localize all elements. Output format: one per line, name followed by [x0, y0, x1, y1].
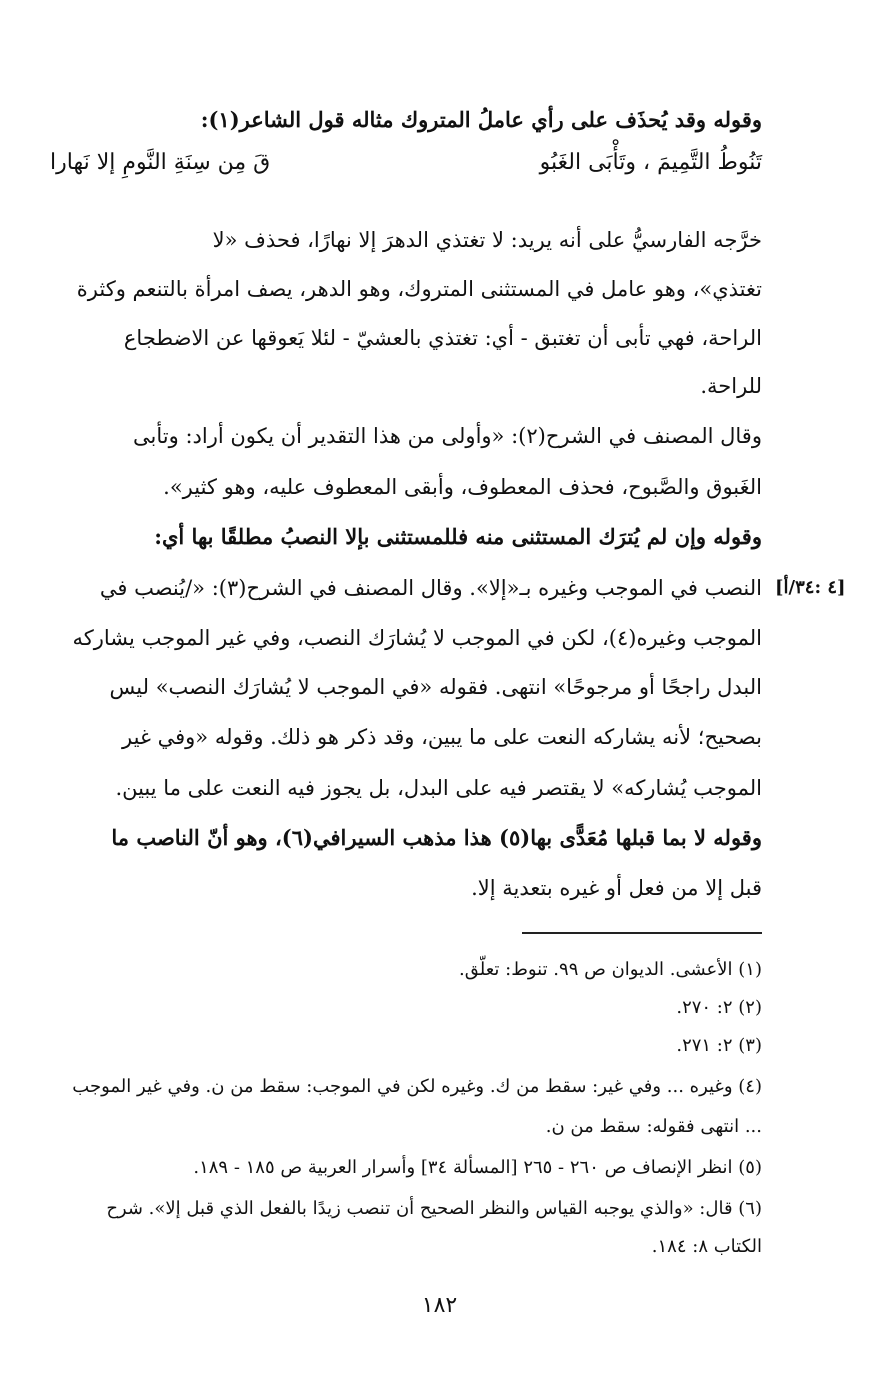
- footnote: (١) الأعشى. الديوان ص ٩٩. تنوط: تعلّق.: [459, 959, 762, 980]
- footnote: (٦) قال: «والذي يوجبه القياس والنظر الصحيح أن تنصب زيدًا بالفعل الذي قبل إلا». شرح: [106, 1198, 762, 1219]
- footnote: (٣) ٢: ٢٧١.: [676, 1035, 762, 1056]
- footnote-separator: [522, 932, 762, 934]
- paragraph-line: وقال المصنف في الشرح(٢): «وأولى من هذا التقدير أن يكون أراد: وتأبى: [133, 424, 762, 448]
- verse-first-hemistich: تَنُوطُ التَّمِيمَ ، وتَأْبَى الغَبُو: [539, 150, 762, 175]
- paragraph-line: البدل راجحًا أو مرجوحًا» انتهى. فقوله «في الموجب لا يُشارَك النصب» ليس: [109, 675, 762, 699]
- footnote: (٥) انظر الإنصاف ص ٢٦٠ - ٢٦٥ [المسألة ٣٤] وأسرار العربية ص ١٨٥ - ١٨٩.: [193, 1157, 762, 1178]
- paragraph-line: خرَّجه الفارسيُّ على أنه يريد: لا تغتذي الدهرَ إلا نهارًا، فحذف «لا: [212, 228, 762, 252]
- footnote: (٢) ٢: ٢٧٠.: [676, 997, 762, 1018]
- paragraph-line: الموجب يُشاركه» لا يقتصر فيه على البدل، بل يجوز فيه النعت على ما يبين.: [115, 776, 762, 800]
- manuscript-folio-reference: [٤ :٣٤/أ]: [775, 577, 846, 598]
- page-number: ١٨٢: [421, 1293, 458, 1318]
- paragraph-line: للراحة.: [700, 374, 762, 398]
- paragraph-line: وقوله لا بما قبلها مُعَدًّى بها(٥) هذا مذهب السيرافي(٦)، وهو أنّ الناصب ما: [111, 825, 762, 850]
- paragraph-line: الراحة، فهي تأبى أن تغتبق - أي: تغتذي بالعشيّ - لئلا يَعوقها عن الاضطجاع: [123, 326, 762, 350]
- footnote-continuation: الكتاب ٨: ١٨٤.: [651, 1236, 762, 1257]
- paragraph-line: الغَبوق والصَّبوح، فحذف المعطوف، وأبقى المعطوف عليه، وهو كثير».: [163, 475, 762, 499]
- intro-line: وقوله وقد يُحذَف على رأي عاملُ المتروك مثاله قول الشاعر(١):: [200, 107, 762, 132]
- paragraph-line: وقوله وإن لم يُترَك المستثنى منه فللمستثنى بإلا النصبُ مطلقًا بها أي:: [154, 524, 762, 549]
- verse-second-hemistich: قَ مِن سِنَةِ النَّومِ إلا نَهارا: [50, 150, 271, 175]
- footnote: (٤) وغيره ... وفي غير: سقط من ك. وغيره لكن في الموجب: سقط من ن. وفي غير الموجب: [72, 1076, 762, 1097]
- footnote-continuation: ... انتهى فقوله: سقط من ن.: [545, 1116, 762, 1137]
- paragraph-line: الموجب وغيره(٤)، لكن في الموجب لا يُشارَك النصب، وفي غير الموجب يشاركه: [72, 626, 762, 650]
- poetry-verse: [50, 150, 762, 190]
- paragraph-line: تغتذي»، وهو عامل في المستثنى المتروك، وهو الدهر، يصف امرأة بالتنعم وكثرة: [76, 277, 762, 301]
- paragraph-line: قبل إلا من فعل أو غيره بتعدية إلا.: [471, 876, 762, 900]
- paragraph-line: النصب في الموجب وغيره بـ«إلا». وقال المصنف في الشرح(٣): «/يُنصب في: [99, 576, 762, 600]
- paragraph-line: بصحيح؛ لأنه يشاركه النعت على ما يبين، وقد ذكر هو ذلك. وقوله «وفي غير: [122, 725, 762, 749]
